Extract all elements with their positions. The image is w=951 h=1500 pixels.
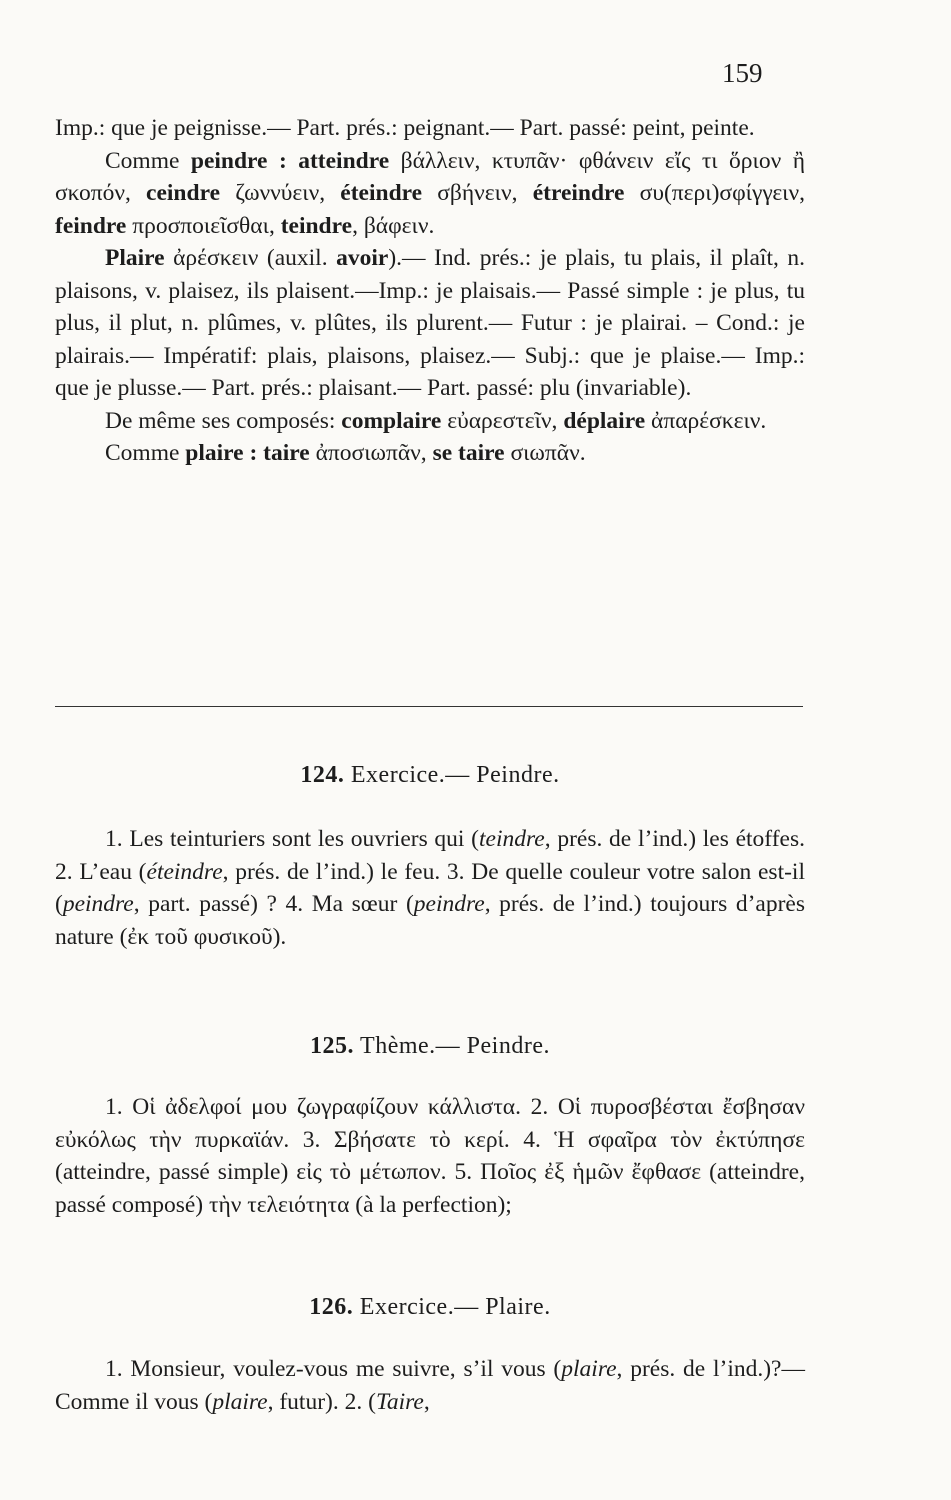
exercise-124-body: 1. Les teinturiers sont les ouvriers qui (teindre, prés. de l’ind.) les étoffes. 2. L’eau (éteindre, prés. de l’ind.) le feu. 3. De quelle couleur votre salon est-il (peindre, part. passé) ? 4. Ma sœur (peindre, prés. de l’ind.) toujours d’après nature (ἐκ τοῦ φυσικοῦ).: [55, 826, 805, 950]
exercise-124-text: [55, 823, 805, 953]
paragraph-plaire-conjugation: Plaire ἀρέσκειν (auxil. avoir).— Ind. prés.: je plais, tu plais, il plaît, n. plaisons, v. plaisez, ils plaisent.—Imp.: je plaisais.— Passé simple : je plus, tu plus, il plut, n. plûmes, v. plûtes, ils plurent.— Futur : je plairai. – Cond.: je plairais.— Impératif: plais, plaisons, plaisez.— Subj.: que je plaise.— Imp.: que je plusse.— Part. prés.: plaisant.— Part. passé: plu (invariable).: [55, 245, 805, 401]
paragraph-verbs-like-plaire: Comme plaire : taire ἀποσιωπᾶν, se taire σιωπᾶν.: [105, 440, 586, 466]
paragraph-compounds: De même ses composés: complaire εὐαρεστεῖν, déplaire ἀπαρέσκειν.: [105, 407, 767, 434]
section-divider: [55, 706, 803, 707]
theme-125-text: [55, 1091, 805, 1221]
paragraph-imperfect-subjunctive: Imp.: que je peignisse.— Part. prés.: peignant.— Part. passé: peint, peinte.: [55, 115, 755, 141]
heading-exercise-124: 124. Exercice.— Peindre.: [300, 762, 560, 788]
exercise-126-text: [55, 1353, 805, 1418]
heading-theme-125: 125. Thème.— Peindre.: [309, 1033, 550, 1059]
page-number: 159: [722, 58, 763, 88]
exercise-126-body: 1. Monsieur, voulez-vous me suivre, s’il vous (plaire, prés. de l’ind.)?— Comme il vous (plaire, futur). 2. (Taire,: [55, 1356, 805, 1415]
grammar-notes: [55, 112, 805, 470]
heading-exercise-126: 126. Exercice.— Plaire.: [309, 1294, 551, 1320]
theme-125-body: 1. Οἱ ἀδελφοί μου ζωγραφίζουν κάλλιστα. 2. Οἱ πυροσβέσται ἔσβησαν εὐκόλως τὴν πυρκαϊάν. 3. Σβήσατε τὸ κερί. 4. Ἡ σφαῖρα τὸν ἐκτύπησε (atteindre, passé simple) εἰς τὸ μέτωπον. 5. Ποῖος ἐξ ἡμῶν ἔφθασε (atteindre, passé composé) τὴν τελειότητα (à la perfection);: [55, 1094, 805, 1218]
paragraph-verbs-like-peindre: Comme peindre : atteindre βάλλειν, κτυπᾶν· φθάνειν εἴς τι ὅριον ἢ σκοπόν, ceindre ζωννύειν, éteindre σβήνειν, étreindre συ(περι)σφίγγειν, feindre προσποιεῖσθαι, teindre, βάφειν.: [55, 147, 806, 239]
